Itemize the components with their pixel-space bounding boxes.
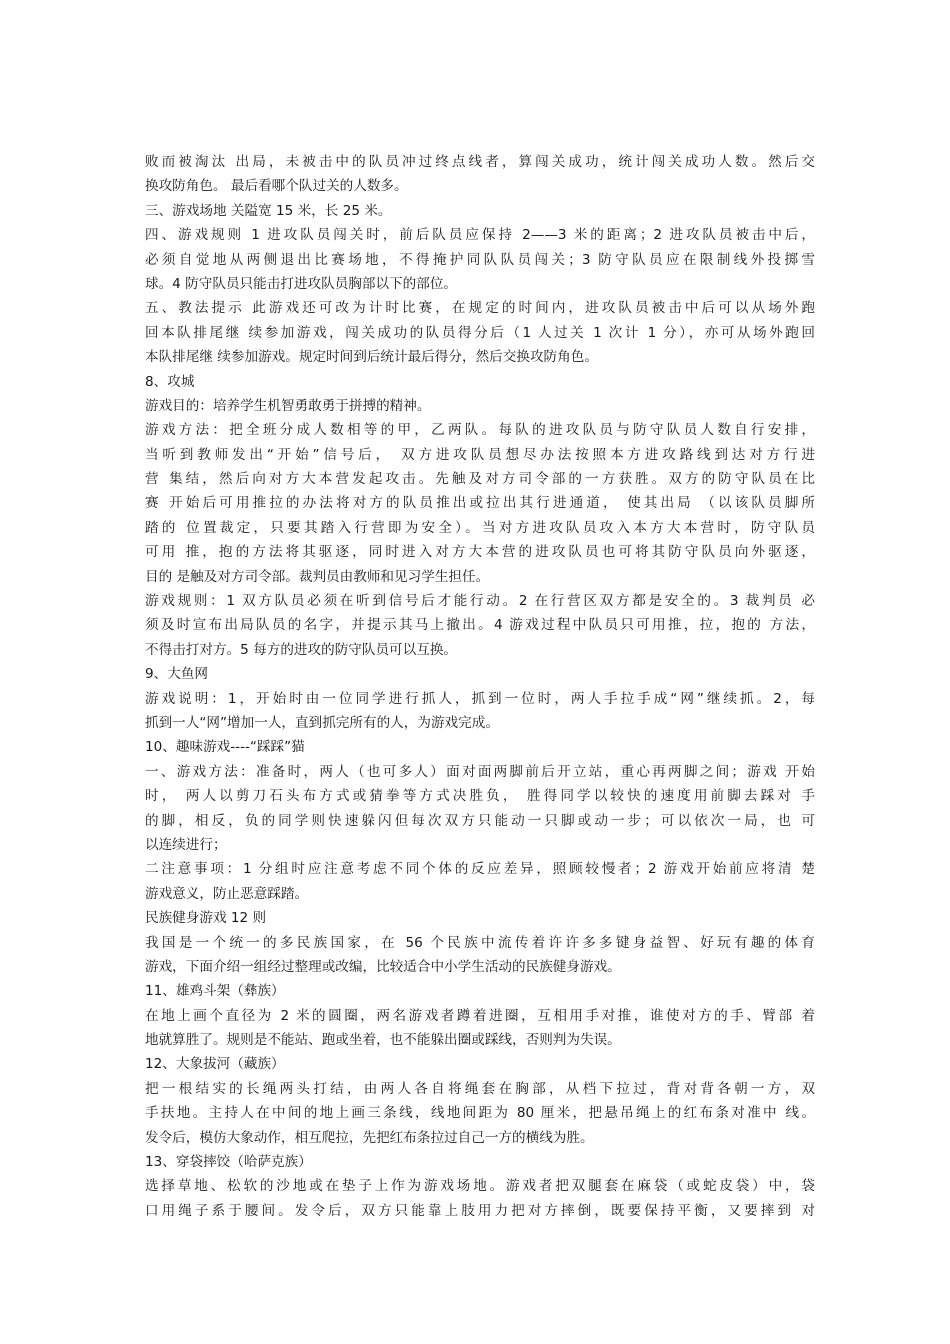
text-line: 踏的 位置裁定，只要其踏入行营即为安全）。当对方进攻队员攻入本方大本营时，防守队员 <box>145 519 815 536</box>
text-line: 可用 推，抱的方法将其驱逐，同时进入对方大本营的进攻队员也可将其防守队员向外驱逐， <box>145 544 815 561</box>
text-line: 游戏规则：1 双方队员必须在听到信号后才能行动。2 在行营区双方都是安全的。3 裁判员 必 <box>145 593 815 610</box>
text-line: 以连续进行； <box>145 836 227 853</box>
text-line: 把一根结实的长绳两头打结，由两人各自将绳套在胸部，从档下拉过，背对背各朝一方，双 <box>145 1080 815 1097</box>
text-line: 必须自觉地从两侧退出比赛场地，不得掩护同队队员闯关；3 防守队员应在限制线外投掷雪 <box>145 251 815 268</box>
text-line: 我国是一个统一的多民族国家，在 56 个民族中流传着许许多多键身益智、好玩有趣的体育 <box>145 934 815 951</box>
text-line: 8、攻城 <box>145 373 195 390</box>
text-line: 12、大象拔河（藏族） <box>145 1056 285 1073</box>
text-line: 游戏意义，防止恶意踩踏。 <box>145 885 309 902</box>
text-line: 的脚，相反，负的同学则快速躲闪但每次双方只能动一只脚或动一步；可以依次一局，也 可 <box>145 812 815 829</box>
text-line: 目的 是触及对方司令部。裁判员由教师和见习学生担任。 <box>145 568 490 585</box>
text-line: 游戏方法：把全班分成人数相等的甲，乙两队。每队的进攻队员与防守队员人数自行安排， <box>145 422 815 439</box>
text-line: 时， 两人以剪刀石头布方式或猜拳等方式决胜负， 胜得同学以较快的速度用前脚去踩对 手 <box>145 788 815 805</box>
text-line: 赛 开始后可用推拉的办法将对方的队员推出或拉出其行进通道， 使其出局 （以该队员脚所 <box>145 495 815 512</box>
text-line: 游戏说明：1，开始时由一位同学进行抓人，抓到一位时，两人手拉手成“网”继续抓。2，每 <box>145 690 815 707</box>
text-line: 9、大鱼网 <box>145 666 209 683</box>
text-line: 换攻防角色。 最后看哪个队过关的人数多。 <box>145 178 408 195</box>
text-line: 四、游戏规则 1 进攻队员闯关时，前后队员应保持 2——3 米的距离；2 进攻队员被击中后， <box>145 227 815 244</box>
text-line: 发令后，模仿大象动作，相互爬拉，先把红布条拉过自己一方的横线为胜。 <box>145 1129 594 1146</box>
text-line: 败而被淘汰 出局，未被击中的队员冲过终点线者，算闯关成功，统计闯关成功人数。然后交 <box>145 154 815 170</box>
text-line: 回本队排尾继 续参加游戏，闯关成功的队员得分后（1 人过关 1 次计 1 分），亦可从场外跑回 <box>145 324 815 341</box>
text-line: 民族健身游戏 12 则 <box>145 910 267 927</box>
text-line: 11、雄鸡斗架（彝族） <box>145 983 285 1000</box>
text-line: 须及时宣布出局队员的名字，并提示其马上撤出。4 游戏过程中队员只可用推，拉，抱的 方法， <box>145 617 815 634</box>
text-line: 营 集结，然后向对方大本营发起攻击。先触及对方司令部的一方获胜。双方的防守队员在比 <box>145 471 815 488</box>
text-line: 三、游戏场地 关隘宽 15 米，长 25 米。 <box>145 202 392 219</box>
text-line: 本队排尾继 续参加游戏。规定时间到后统计最后得分，然后交换攻防角色。 <box>145 349 598 366</box>
text-line: 抓到一人“网”增加一人，直到抓完所有的人，为游戏完成。 <box>145 714 499 731</box>
text-line: 10、趣味游戏----“踩踩”猫 <box>145 739 305 756</box>
text-line: 在地上画个直径为 2 米的圆圈，两名游戏者蹲着进圈，互相用手对推，谁使对方的手、臂部 着 <box>145 1007 815 1024</box>
text-line: 不得击打对方。5 每方的进攻的防守队员可以互换。 <box>145 641 458 658</box>
text-line: 游戏，下面介绍一组经过整理或改编，比较适合中小学生活动的民族健身游戏。 <box>145 958 621 975</box>
text-line: 二注意事项：1 分组时应注意考虑不同个体的反应差异，照顾较慢者；2 游戏开始前应将清 楚 <box>145 861 815 878</box>
text-line: 球。4 防守队员只能击打进攻队员胸部以下的部位。 <box>145 275 458 292</box>
text-line: 地就算胜了。规则是不能站、跑或坐着，也不能躲出圈或踩线，否则判为失误。 <box>145 1032 621 1049</box>
text-line: 一、游戏方法：准备时，两人（也可多人）面对面两脚前后开立站，重心再两脚之间；游戏 开始 <box>145 763 815 780</box>
text-line: 选择草地、松软的沙地或在垫子上作为游戏场地。游戏者把双腿套在麻袋（或蛇皮袋）中，袋 <box>145 1178 815 1195</box>
document-page <box>145 150 815 1223</box>
text-line: 手扶地。主持人在中间的地上画三条线，线地间距为 80 厘米，把悬吊绳上的红布条对准中 线。 <box>145 1105 815 1122</box>
text-line: 五、教法提示 此游戏还可改为计时比赛，在规定的时间内，进攻队员被击中后可以从场外跑 <box>145 300 815 317</box>
text-line: 13、穿袋摔饺（哈萨克族） <box>145 1154 312 1171</box>
text-line: 当听到教师发出“开始”信号后， 双方进攻队员想尽办法按照本方进攻路线到达对方行进 <box>145 446 815 463</box>
text-line: 游戏目的：培养学生机智勇敢勇于拼搏的精神。 <box>145 397 431 414</box>
text-line: 口用绳子系于腰间。发令后，双方只能靠上肢用力把对方摔倒，既要保持平衡，又要摔到 对 <box>145 1202 815 1219</box>
